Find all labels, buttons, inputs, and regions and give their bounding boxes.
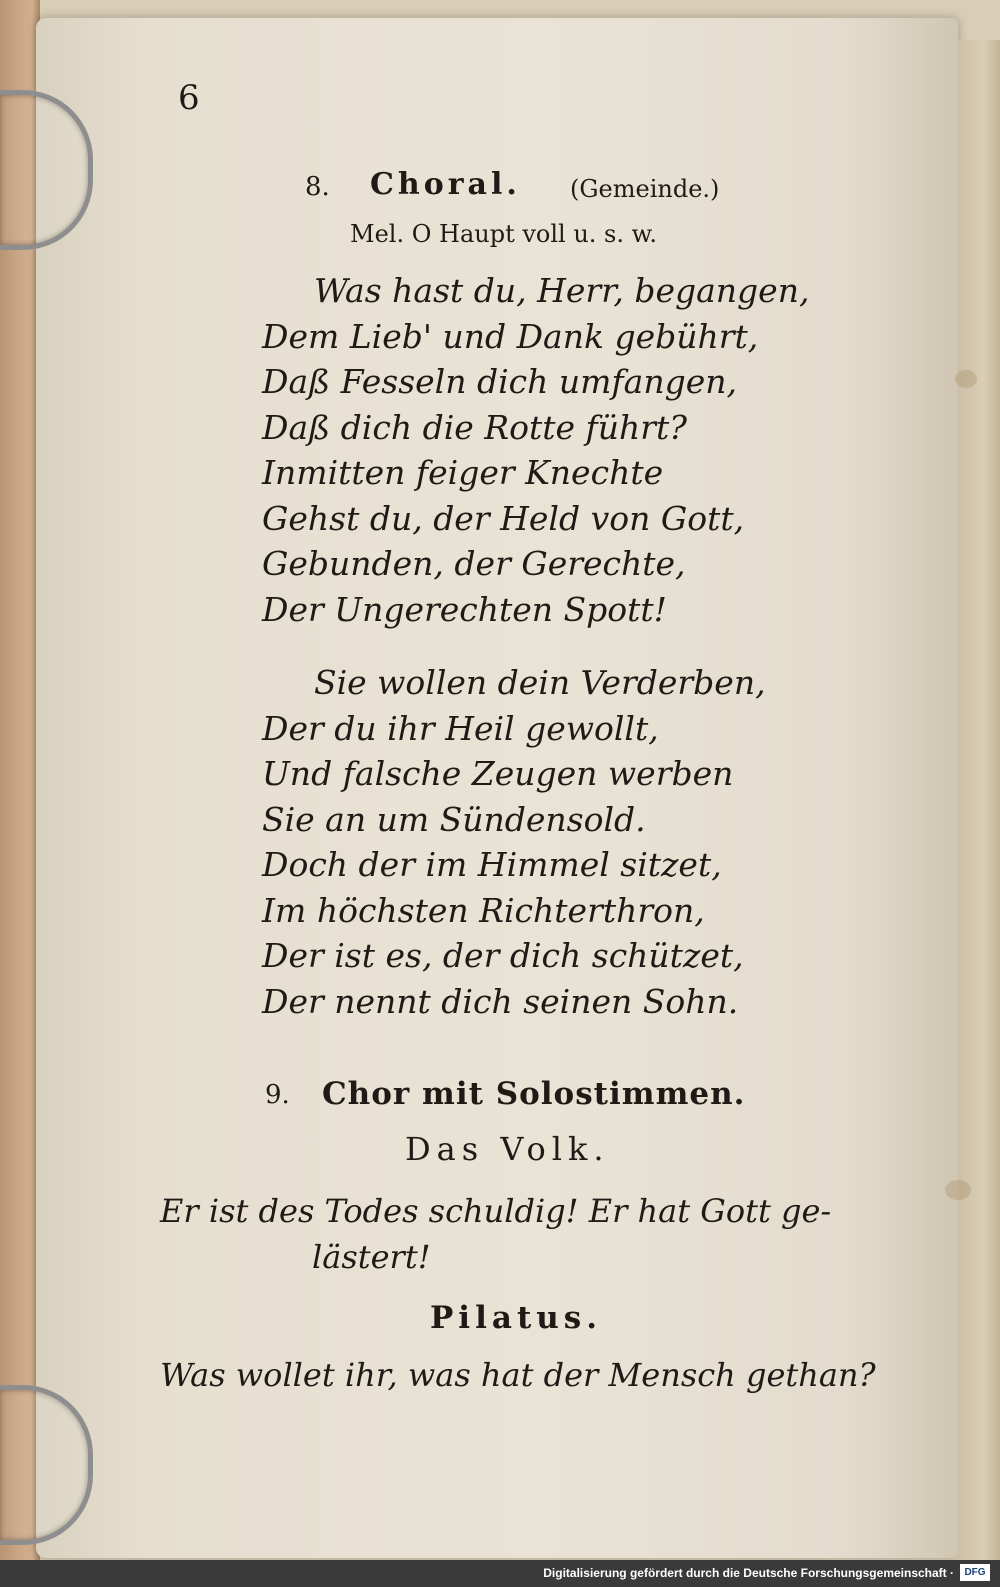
verse-line: Was hast du, Herr, begangen, — [314, 271, 810, 310]
verse-line: Dem Lieb' und Dank gebührt, — [262, 316, 759, 356]
speaker-das-volk: Das Volk. — [405, 1130, 610, 1168]
verse-line: Sie wollen dein Verderben, — [314, 663, 766, 702]
section-8-number: 8. — [305, 172, 330, 202]
verse-line: Der nennt dich seinen Sohn. — [262, 981, 739, 1021]
verse-line: Der ist es, der dich schützet, — [262, 936, 744, 975]
verse-line: Doch der im Himmel sitzet, — [262, 845, 722, 884]
volk-line: Er ist des Todes schuldig! Er hat Gott ge- — [160, 1192, 832, 1230]
section-8-title: Choral. — [370, 167, 521, 202]
volk-line-continued: lästert! — [312, 1238, 431, 1276]
verse-line: Inmitten feiger Knechte — [262, 453, 664, 492]
stanza-2 — [262, 660, 766, 1024]
page-edge — [958, 40, 1000, 1560]
paper-stain — [945, 1180, 971, 1200]
page-number: 6 — [178, 78, 200, 118]
verse-line: Gebunden, der Gerechte, — [262, 544, 686, 583]
dfg-logo-icon: DFG — [960, 1564, 990, 1581]
paper-stain — [955, 370, 977, 388]
pilatus-line: Was wollet ihr, was hat der Mensch gethan? — [160, 1356, 876, 1394]
verse-line: Der du ihr Heil gewollt, — [262, 708, 659, 748]
verse-line: Daß Fesseln dich umfangen, — [262, 362, 737, 401]
verse-line: Sie an um Sündensold. — [262, 799, 646, 839]
speaker-pilatus: Pilatus. — [430, 1300, 603, 1336]
dfg-credit-text: Digitalisierung gefördert durch die Deutsche Forschungsgemeinschaft · — [543, 1566, 954, 1580]
section-8-note: (Gemeinde.) — [570, 175, 720, 203]
verse-line: Und falsche Zeugen werben — [262, 754, 734, 793]
melody-line: Mel. O Haupt voll u. s. w. — [350, 220, 657, 248]
section-9-title: Chor mit Solostimmen. — [322, 1076, 746, 1112]
verse-line: Gehst du, der Held von Gott, — [262, 498, 745, 538]
verse-line: Daß dich die Rotte führt? — [262, 407, 687, 447]
verse-line: Der Ungerechten Spott! — [262, 589, 667, 629]
section-9-number: 9. — [265, 1080, 290, 1110]
verse-line: Im höchsten Richterthron, — [262, 890, 705, 930]
stanza-1 — [262, 268, 809, 632]
